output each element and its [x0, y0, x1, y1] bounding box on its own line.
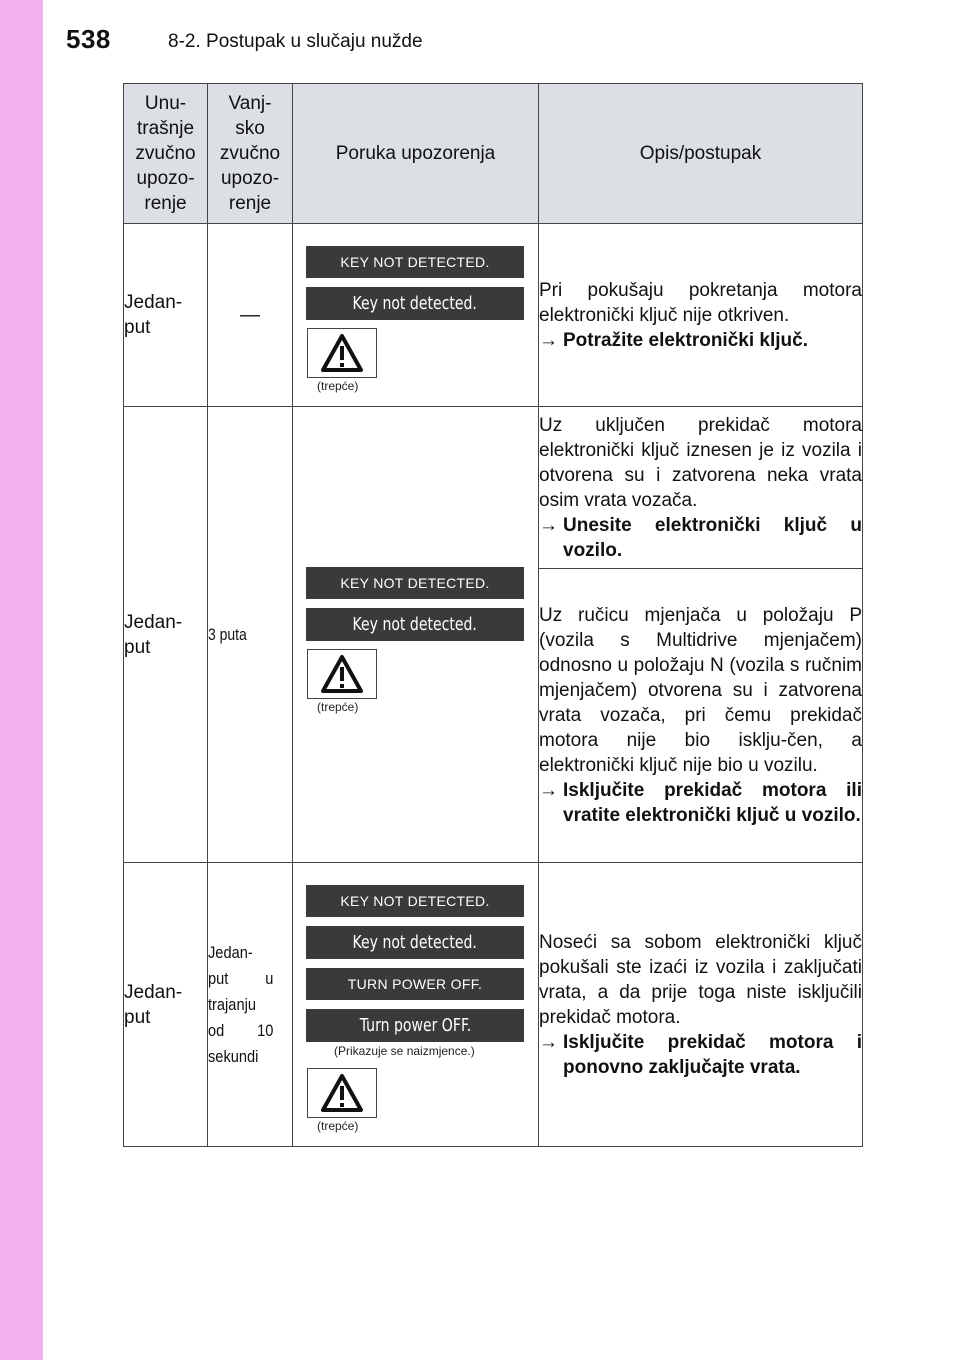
flash-caption: (trepće): [317, 700, 359, 714]
description-text: Uz ručicu mjenjača u položaju P (vozila s Multidrive mjenjačem) odnosno u položaju N (vozila s ručnim mjenjačem) otvorena su i zatvorena vrata vozača, pri čemu prekidač motora nije bio isklju-čen, a elektronički ključ nije bio u vozilu.: [539, 605, 862, 776]
warning-message-cell: [293, 863, 539, 1147]
internal-buzzer-cell: Jedan- put: [124, 407, 208, 863]
action-line: → Isključite prekidač motora ili vratite elektronički ključ u vozilo.: [539, 780, 862, 826]
action-line: → Potražite elektronički ključ.: [539, 329, 808, 351]
table-row: [124, 407, 863, 569]
display-message-turn-off-lowercase: Turn power OFF.: [306, 1009, 524, 1042]
external-buzzer-cell: 3 puta: [208, 407, 293, 863]
warning-triangle-icon: [307, 328, 377, 378]
description-cell: [539, 407, 863, 569]
header-warning-message: Poruka upozorenja: [293, 84, 539, 224]
display-message-lowercase: Key not detected.: [306, 926, 524, 959]
warning-message-cell: [293, 407, 539, 863]
display-message-uppercase: KEY NOT DETECTED.: [306, 885, 524, 917]
header-internal-buzzer: Unu- trašnje zvučno upozo- renje: [124, 84, 208, 224]
display-message-lowercase: Key not detected.: [306, 287, 524, 320]
display-message-uppercase: KEY NOT DETECTED.: [306, 567, 524, 599]
section-title: 8-2. Postupak u slučaju nužde: [168, 31, 423, 52]
description-cell: [539, 224, 863, 407]
description-cell: [539, 569, 863, 863]
action-line: → Isključite prekidač motora i ponovno zaključajte vrata.: [539, 1031, 862, 1078]
flash-caption: (trepće): [317, 379, 359, 393]
internal-buzzer-cell: Jedan- put: [124, 863, 208, 1147]
table-row: [124, 863, 863, 1147]
flash-caption: (trepće): [317, 1119, 359, 1133]
page-number: 538: [66, 24, 111, 54]
action-line: → Unesite elektronički ključ u vozilo.: [539, 514, 862, 561]
display-message-turn-off-uppercase: TURN POWER OFF.: [306, 968, 524, 1000]
arrow-right-icon: →: [539, 780, 558, 801]
description-text: Uz uključen prekidač motora elektronički ključ iznesen je iz vozila i otvorena su i zatvorena neka vrata osim vrata vozača.: [539, 414, 862, 511]
header-description: Opis/postupak: [539, 84, 863, 224]
side-tab-band: [0, 0, 43, 1360]
arrow-right-icon: →: [539, 514, 558, 536]
external-buzzer-cell: Jedan- put u trajanju od 10 sekundi: [208, 863, 293, 1147]
header-external-buzzer: Vanj- sko zvučno upozo- renje: [208, 84, 293, 224]
table-header-row: [124, 84, 863, 224]
arrow-right-icon: →: [539, 329, 558, 351]
warning-message-cell: [293, 224, 539, 407]
internal-buzzer-cell: Jedan- put: [124, 224, 208, 407]
display-message-uppercase: KEY NOT DETECTED.: [306, 246, 524, 278]
description-text: Pri pokušaju pokretanja motora elektronički ključ nije otkriven.: [539, 279, 862, 326]
alternate-caption: (Prikazuje se naizmjence.): [334, 1044, 475, 1058]
external-buzzer-cell: —: [208, 224, 293, 407]
description-text: Noseći sa sobom elektronički ključ pokušali ste izaći iz vozila i zaključati vrata, a da prije toga niste isključili prekidač motora.: [539, 931, 862, 1028]
warning-triangle-icon: [307, 649, 377, 699]
warning-triangle-icon: [307, 1068, 377, 1118]
arrow-right-icon: →: [539, 1031, 558, 1053]
table-row: [124, 224, 863, 407]
display-message-lowercase: Key not detected.: [306, 608, 524, 641]
description-cell: [539, 863, 863, 1147]
warning-table: [123, 83, 863, 1147]
